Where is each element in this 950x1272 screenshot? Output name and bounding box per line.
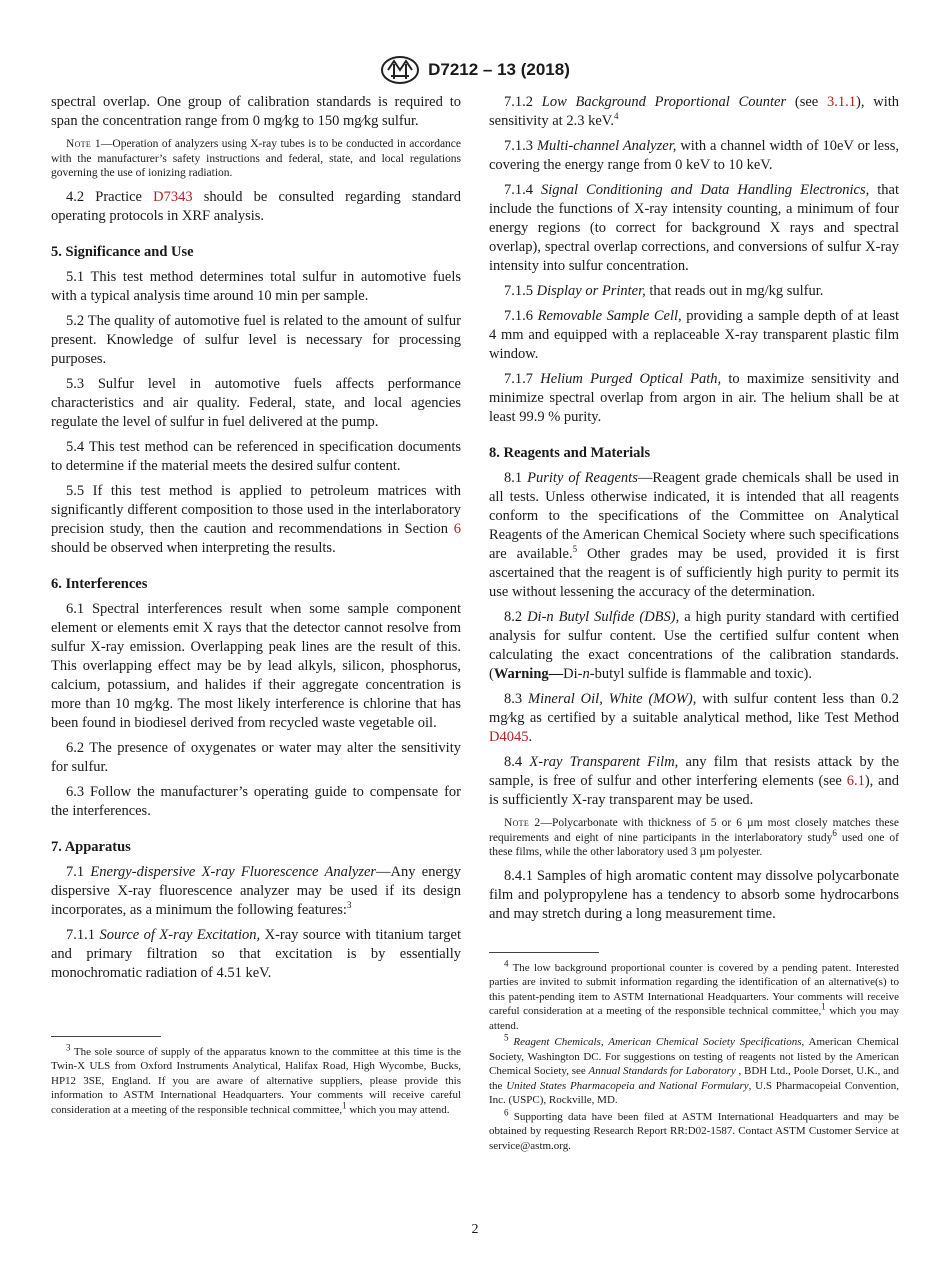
footnote-divider xyxy=(489,952,599,953)
paragraph-6-1: 6.1 Spectral interferences result when some sample component element or elements emit X rays that the detector cannot resolve from sulfur X-ray emission. Overlapping peak lines are the result of this. This overlapping effect may be by lead alkyls, silicon, phosphorus, calcium, potassium, and halides if their aggregate concentration is more than 10 mg⁄kg. The most likely interference is chlorine that has been found in biodiesel derived from recycled waste vegetable oil. xyxy=(51,600,461,731)
footnote-4: $^4$ The low background proportional counter is covered by a pending patent. Interested parties are invited to submit information regarding the identification of an alternative(s) to this patent-pending item to ASTM International Headquarters. Your comments will receive careful consideration at a meeting of the responsible technical committee,$^1$ which you may attend. xyxy=(489,957,899,1032)
paragraph-7-1: 7.1 Energy-dispersive X-ray Fluorescence Analyzer—Any energy dispersive X-ray fluorescence analyzer may be used if its design incorporates, as a minimum the following features:$^3$ xyxy=(51,863,461,918)
note-1: Note 1—Operation of analyzers using X-ray tubes is to be conducted in accordance with the manufacturer’s safety instructions and federal, state, and local regulations governing the use of ionizing radiation. xyxy=(51,138,462,179)
paragraph-7-1-7: 7.1.7 Helium Purged Optical Path, to maximize sensitivity and minimize spectral overlap from argon in air. The helium shall be at least 99.9 % purity. xyxy=(489,371,899,425)
paragraph-5-4: 5.4 This test method can be referenced in specification documents to determine if the material meets the desired sulfur content. xyxy=(51,438,461,474)
section-heading-7: 7. Apparatus xyxy=(51,838,131,855)
link-3-1-1[interactable]: 3.1.1 xyxy=(827,94,857,110)
note-2: Note 2—Polycarbonate with thickness of 5 or 6 µm most closely matches these requirements and eight of nine participants in the interlaboratory study$^6$ used one of these films, while the other laboratory used 3 µm polyester. xyxy=(489,817,900,858)
link-6-1[interactable]: 6.1 xyxy=(846,773,865,789)
paragraph-5-5: 5.5 If this test method is applied to petroleum matrices with significantly different composition to those used in the interlaboratory precision study, then the caution and recommendations in Section 6 should be observed when interpreting the results. xyxy=(51,482,461,556)
section-heading-8: 8. Reagents and Materials xyxy=(489,445,651,461)
paragraph-5-3: 5.3 Sulfur level in automotive fuels affects performance characteristics and air quality. Federal, state, and local agencies regulate the level of sulfur in fuel delivered at the pump. xyxy=(51,375,461,430)
page-number: 2 xyxy=(471,1222,479,1237)
link-d4045[interactable]: D4045 xyxy=(489,729,529,745)
section-heading-6: 6. Interferences xyxy=(51,575,148,592)
link-section-6[interactable]: 6 xyxy=(453,520,461,537)
paragraph-7-1-3: 7.1.3 Multi-channel Analyzer, with a channel width of 10eV or less, covering the energy range from 0 keV to 10 keV. xyxy=(489,138,899,173)
left-column xyxy=(51,93,461,1119)
footnote-divider xyxy=(51,1036,161,1037)
page-header xyxy=(0,55,950,85)
footnote-6: $^6$ Supporting data have been filed at ASTM International Headquarters and may be obtained by requesting Research Report RR:D02-1587. Contact ASTM Customer Service at service@astm.org. xyxy=(489,1106,899,1152)
paragraph-7-1-2: 7.1.2 Low Background Proportional Counter (see 3.1.1), with sensitivity at 2.3 keV.$^4$ xyxy=(489,94,900,129)
paragraph-8-2: 8.2 Di-n Butyl Sulfide (DBS), a high purity standard with certified analysis for sulfur content. Use the certified sulfur content when calculating the exact concentrations of the calibration standards. (Warning—Di-n-butyl sulfide is flammable and toxic). xyxy=(489,609,900,682)
footnote-5: $^5$ Reagent Chemicals, American Chemical Society Specifications, American Chemical Society, Washington DC. For suggestions on testing of reagents not listed by the American Chemical Society, see Annual Standards for Laboratory , BDH Ltd., Poole Dorset, U.K., and the United States Pharmacopeia and National Formulary, U.S Pharmacopeial Convention, Inc. (USPC), Rockville, MD. xyxy=(489,1032,899,1106)
paragraph-7-1-5: 7.1.5 Display or Printer, that reads out in mg/kg sulfur. xyxy=(504,283,824,299)
paragraph-6-3: 6.3 Follow the manufacturer’s operating guide to compensate for the interferences. xyxy=(51,783,461,819)
paragraph-8-4-1: 8.4.1 Samples of high aromatic content may dissolve polycarbonate film and polypropylene has a tendency to absorb some hydrocarbons and may stretch during a long measurement time. xyxy=(489,867,899,922)
paragraph-7-1-6: 7.1.6 Removable Sample Cell, providing a sample depth of at least 4 mm and equipped with a replaceable X-ray transparent plastic film window. xyxy=(489,308,900,362)
right-column xyxy=(489,93,899,1155)
paragraph-8-4: 8.4 X-ray Transparent Film, any film that resists attack by the sample, is free of sulfur and other interfering elements (see 6.1), and is sufficiently X-ray transparent may be used. xyxy=(489,754,900,808)
paragraph-7-1-4: 7.1.4 Signal Conditioning and Data Handling Electronics, that include the functions of X-ray intensity counting, a minimum of four energy regions (to correct for background X rays and spectral overlap), spectral overlap corrections, and conversions of sulfur X-ray intensity into sulfur concentration. xyxy=(489,182,899,274)
paragraph-5-1: 5.1 This test method determines total sulfur in automotive fuels with a typical analysis time around 10 min per sample. xyxy=(51,268,461,304)
paragraph-6-2: 6.2 The presence of oxygenates or water may alter the sensitivity for sulfur. xyxy=(51,739,461,775)
section-heading-5: 5. Significance and Use xyxy=(51,243,194,260)
link-d7343[interactable]: D7343 xyxy=(153,188,193,205)
paragraph-8-1: 8.1 Purity of Reagents—Reagent grade chemicals shall be used in all tests. Unless otherwise indicated, it is intended that all reagents conform to the specifications of the Committee on Analytical Reagents of the American Chemical Society where such specifications are available.$^5$ Other grades may be used, provided it is first ascertained that the reagent is of sufficiently high purity to permit its use without lessening the accuracy of the determination. xyxy=(489,470,900,600)
paragraph-5-2: 5.2 The quality of automotive fuel is related to the amount of sulfur present. Knowledge of sulfur level is necessary for processing purposes. xyxy=(51,312,461,367)
astm-logo-icon xyxy=(380,55,420,85)
paragraph-8-3: 8.3 Mineral Oil, White (MOW), with sulfur content less than 0.2 mg⁄kg as certified by a suitable analytical method, like Test Method D4045. xyxy=(489,691,899,745)
paragraph-7-1-1: 7.1.1 Source of X-ray Excitation, X-ray source with titanium target and primary filtration so that excitation is by essentially monochromatic radiation of 4.51 keV. xyxy=(51,926,462,981)
paragraph-4-2: 4.2 Practice D7343 should be consulted regarding standard operating protocols in XRF analysis. xyxy=(51,188,462,224)
footnote-3: $^3$ The sole source of supply of the apparatus known to the committee at this time is the Twin-X ULS from Oxford Instruments Analytical, Halifax Road, High Wycombe, Bucks, HP12 3SE, England. If you are aware of alternative suppliers, please provide this information to ASTM International Headquarters. Your comments will receive careful consideration at a meeting of the responsible technical committee,$^1$ which you may attend. xyxy=(51,1041,461,1116)
paragraph: spectral overlap. One group of calibration standards is required to span the concentration range from 0 mg⁄kg to 150 mg⁄kg sulfur. xyxy=(51,94,461,129)
document-id: D7212 – 13 (2018) xyxy=(428,60,570,79)
